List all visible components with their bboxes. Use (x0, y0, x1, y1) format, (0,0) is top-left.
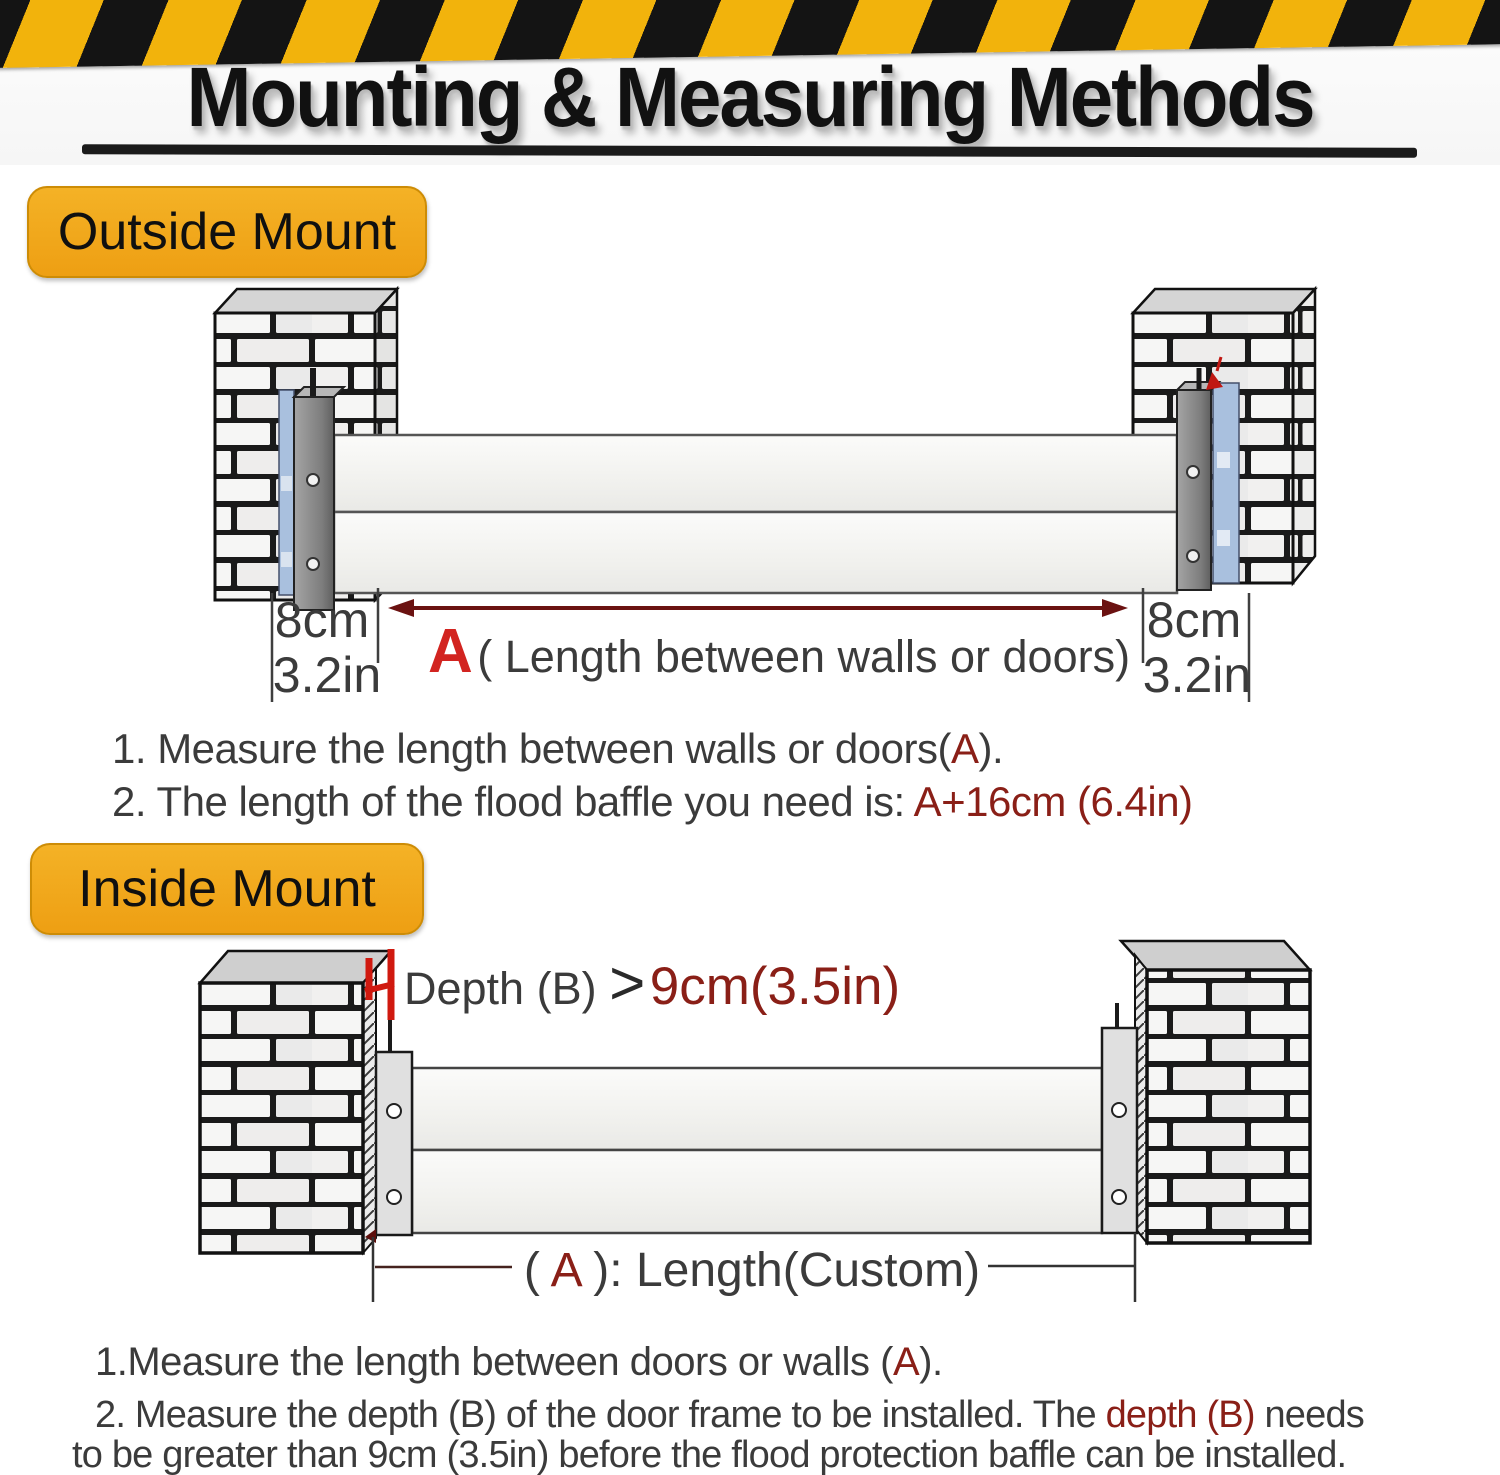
inside-mount-badge (30, 843, 424, 935)
seal-strip-left (279, 390, 294, 595)
inside-step-2-line-1: 2. Measure the depth (B) of the door frame to be installed. The depth (B) needs (95, 1394, 1364, 1436)
outside-mount-badge-label: Outside Mount (57, 203, 397, 261)
outside-step-2: 2. The length of the flood baffle you need is: A+16cm (6.4in) (112, 778, 1193, 825)
flood-baffle (334, 435, 1177, 593)
brick-pillar-right (1121, 941, 1310, 1243)
header-band (0, 0, 1500, 165)
title-underline (82, 144, 1417, 157)
outside-steps (112, 722, 1193, 828)
outside-mount-badge (27, 186, 427, 278)
depth-annotation: Depth (B) > 9cm(3.5in) (404, 949, 901, 1018)
left-offset-in: 3.2in (272, 647, 382, 703)
page-title: Mounting & Measuring Methods (186, 49, 1314, 145)
brick-pillar-left (200, 951, 391, 1253)
span-label: A ( Length between walls or doors) (428, 617, 1131, 686)
outside-measurement (272, 588, 1251, 703)
outside-step-1: 1. Measure the length between walls or doors(A). (112, 725, 1004, 772)
flood-baffle (412, 1068, 1102, 1233)
right-offset-cm: 8cm (1146, 592, 1242, 648)
right-offset-in: 3.2in (1142, 647, 1252, 703)
seal-strip-right (1213, 383, 1239, 583)
inside-mount-badge-label: Inside Mount (78, 860, 376, 918)
length-custom-label: ( A ): Length(Custom) (523, 1244, 981, 1297)
mounting-bracket-right (1102, 1003, 1137, 1233)
inside-step-2-line-2: to be greater than 9cm (3.5in) before the flood protection baffle can be installed. (72, 1434, 1347, 1475)
inside-step-1: 1.Measure the length between doors or walls (A). (95, 1340, 943, 1384)
outside-mount-diagram (0, 280, 1500, 710)
inside-mount-diagram (0, 935, 1500, 1335)
inside-measurement (373, 1233, 1135, 1302)
left-offset-cm: 8cm (274, 592, 370, 648)
measurement-arrow (388, 599, 1128, 617)
